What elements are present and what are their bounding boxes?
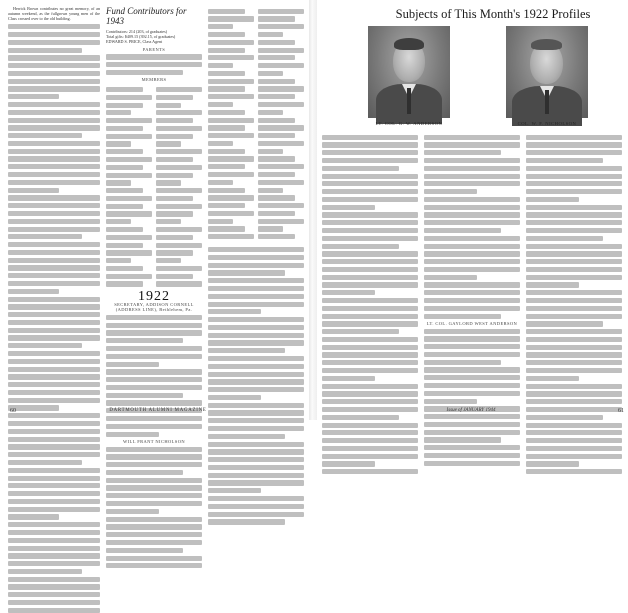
left-column-3 bbox=[208, 6, 304, 401]
class-notes-lines bbox=[106, 315, 202, 437]
members-list bbox=[106, 84, 202, 286]
left-page bbox=[0, 0, 310, 444]
secretary-line: SECRETARY, ADDISON CORNELL (ADDRESS LINE), Bethlehem, Pa. bbox=[114, 301, 194, 313]
right-column-3 bbox=[526, 6, 622, 398]
photo-anderson bbox=[368, 26, 450, 118]
fund-heading: Fund Contributors for 1943 bbox=[106, 6, 187, 26]
column-a-intro: Herrick Brown contributes no great memory, of an autumn weekend, as the fullgrown young men of the Class crossed over to the old building. bbox=[8, 6, 100, 22]
caption-nicholson: COL. W. F. NICHOLSON bbox=[517, 121, 577, 126]
page-title: Subjects of This Month's 1922 Profiles bbox=[395, 7, 591, 21]
caption-anderson: LT. COL. G. W. ANDERSON bbox=[375, 121, 443, 126]
class-heading: 1922 bbox=[138, 288, 170, 304]
fund-line-1: Contributors: 214 (203, of graduates) bbox=[106, 29, 168, 34]
anderson-section-heading: LT. COL. GAYLORD WEST ANDERSON bbox=[426, 320, 518, 326]
body-lines bbox=[208, 247, 304, 525]
right-column-2 bbox=[424, 132, 520, 397]
text-lines bbox=[8, 24, 100, 613]
magazine-name: DARTMOUTH ALUMNI MAGAZINE bbox=[109, 408, 207, 413]
right-column-1 bbox=[322, 132, 418, 397]
right-page bbox=[316, 0, 628, 420]
nicholson-heading: WILL FRANT NICHOLSON bbox=[123, 438, 185, 444]
right-footer bbox=[324, 408, 624, 414]
members-list-continued bbox=[208, 6, 304, 239]
members-heading: MEMBERS bbox=[141, 77, 167, 83]
fund-line-2: Total gifts: $409.15 (392.15, of graduates) bbox=[106, 34, 176, 40]
left-folio: 60 bbox=[10, 408, 16, 414]
left-footer bbox=[10, 408, 300, 414]
parents-lines bbox=[106, 54, 202, 75]
fund-line-3: EDWARD S. PRICE, Class Agent bbox=[106, 39, 163, 45]
right-folio: 61 bbox=[618, 408, 624, 414]
parents-heading: PARENTS bbox=[142, 46, 166, 52]
left-column-1 bbox=[8, 6, 100, 401]
issue-label: Issue of JANUARY 1944 bbox=[446, 408, 496, 413]
nicholson-lines bbox=[106, 447, 202, 569]
